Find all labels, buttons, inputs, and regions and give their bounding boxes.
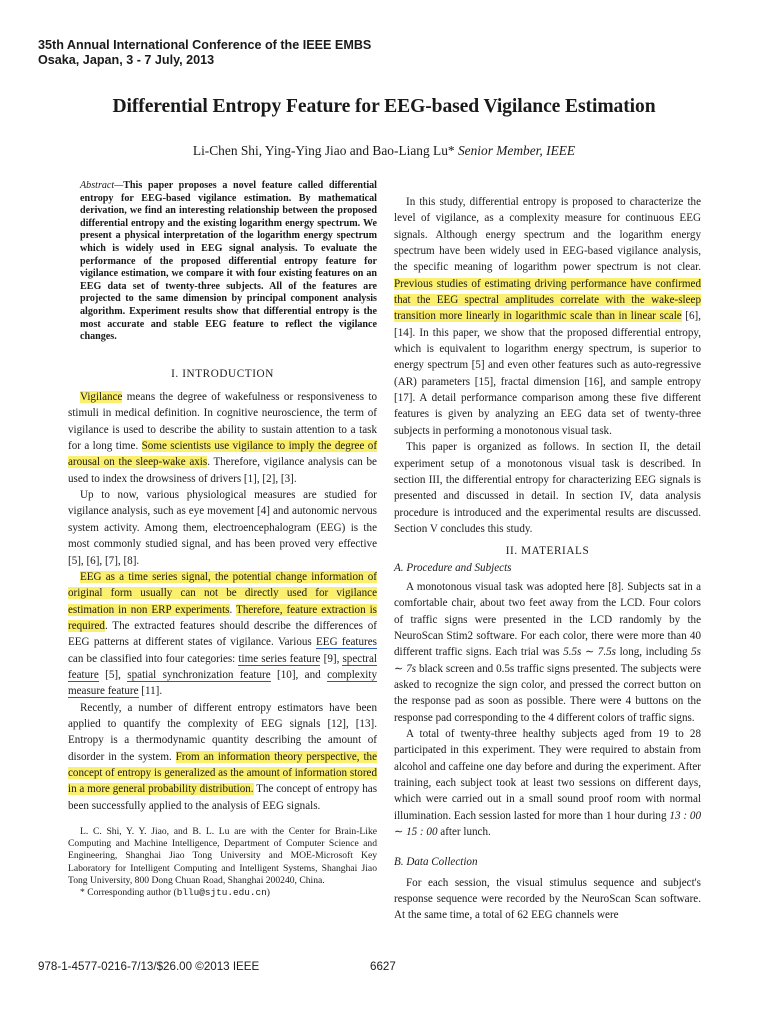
- underlined-term: spatial synchronization feature: [127, 668, 271, 681]
- author-names: Li-Chen Shi, Ying-Ying Jiao and Bao-Liang Lu*: [192, 143, 455, 158]
- procedure-paragraph: [394, 579, 701, 726]
- subsection-heading-data-collection: B. Data Collection: [394, 856, 478, 869]
- text: after lunch.: [437, 826, 491, 839]
- abstract-text: This paper proposes a novel feature called differential entropy for EEG-based vigilance estimation. By mathematical derivation, we find an interesting relationship between the proposed differential entropy and the existing logarithm energy spectrum. We present a physical interpretation of the logarithm energy spectrum which is widely used in EEG signal analysis. To evaluate the performance of the proposed differential entropy feature for vigilance estimation, we compare it with four existing features on an EEG data set of twenty-three subjects. All of the features are projected to the same dimension by principal component analysis algorithm. Experiment results show that differential entropy is the most accurate and stable EEG feature to reflect the vigilance changes.: [80, 180, 377, 343]
- highlight: Some scientists use vigilance to imply the degree of arousal on the sleep-wake axis: [68, 440, 378, 469]
- text: [10], and: [270, 668, 328, 681]
- isbn-copyright: 978-1-4577-0216-7/13/$26.00 ©2013 IEEE: [38, 960, 260, 973]
- conference-name: 35th Annual International Conference of the IEEE EMBS: [38, 38, 372, 52]
- highlight: Previous studies of estimating driving performance have confirmed that the EEG spectral amplitudes correlate with the wake-sleep transition more linearly in logarithmic scale than in linear scale: [394, 277, 701, 323]
- text: In this study, differential entropy is proposed to characterize the level of vigilance, as a complexity measure for continuous EEG signals. Although energy spectrum and the logarithm energy spectrum have been widely used in EEG-based vigilance analysis, the specific meaning of logarithm power spectrum is not clear.: [394, 196, 701, 274]
- email-address: bllu@sjtu.edu.cn: [176, 887, 267, 899]
- text: A monotonous visual task was adopted here [8]. Subjects sat in a comfortable chair, about two feet away from the LCD. Four colors of traffic signs were presented in the LCD randomly by the NeuroScan Stim2 software. For each color, there were more than 40 different traffic signs. Each trial was: [394, 580, 701, 659]
- right-column: [394, 194, 701, 924]
- text: can be classified into four categories:: [68, 652, 239, 665]
- intro-paragraph-2: Up to now, various physiological measures are studied for vigilance analysis, such as eye movement [4] and autonomic nervous system activity. Among them, electroencephalogram (EEG) is the most commonly studied signal, and has been proved very effective [5], [6], [7], [8].: [68, 489, 377, 567]
- text: [5],: [98, 668, 128, 681]
- abstract-label: Abstract—: [80, 180, 124, 191]
- data-collection-paragraph: For each session, the visual stimulus sequence and subject's response sequence were recorded by the NeuroScan Scan software. At the same time, a total of 62 EEG channels were: [394, 876, 701, 922]
- intro-paragraph-4: [68, 700, 377, 814]
- conference-location: Osaka, Japan, 3 - 7 July, 2013: [38, 53, 215, 67]
- highlight: EEG as a time series signal, the potential change information of original form usually can not be directly used for vigilance estimation in non ERP experiments: [68, 570, 377, 616]
- author-line: [0, 143, 768, 159]
- underlined-term: complexity measure feature: [68, 668, 377, 698]
- text: [11].: [138, 685, 163, 698]
- math-expression: 5s ∼ 7s: [394, 646, 701, 675]
- highlight: Vigilance: [80, 391, 123, 404]
- corresponding-author: [68, 887, 377, 899]
- intro-paragraph-3: [68, 569, 377, 700]
- text: black screen and 0.5s traffic signs presented. The subjects were asked to recognize the sign color, and pressed the correct button on the response pad as soon as possible. There were 4 buttons on the response pad corresponding to the 4 different colors of traffic signs.: [394, 662, 702, 724]
- paper-title: Differential Entropy Feature for EEG-based Vigilance Estimation: [112, 96, 656, 117]
- subsection-heading-procedure: A. Procedure and Subjects: [394, 561, 512, 574]
- spacer: [68, 814, 377, 826]
- text: ): [266, 887, 270, 899]
- highlight: Therefore, feature extraction is required: [68, 603, 377, 632]
- text: .: [229, 603, 237, 616]
- section-heading-introduction: I. INTRODUCTION: [171, 367, 274, 380]
- right-paragraph-2: This paper is organized as follows. In section II, the detail experiment setup of a monotonous visual task is described. In section III, the differential entropy for characterizing EEG signals is presented and discussed in detail. In section IV, data analysis procedure is introduced and the experimental results are discussed. Section V concludes this study.: [394, 441, 701, 535]
- intro-paragraph-1: [68, 389, 377, 487]
- text: . The extracted features should describe the differences of EEG patterns at different states of vigilance. Various: [68, 619, 377, 649]
- text: A total of twenty-three healthy subjects aged from 19 to 28 participated in this experiment. They were required to abstain from alcohol and caffeine one day before and during the experiment. After training, each subject took at least two sessions on different days, which were carried out in a small sound proof room with normal illumination. Each session lasted for more than 1 hour during: [394, 728, 701, 822]
- text: means the degree of wakefulness or responsiveness to stimuli in medical definition. In cognitive neuroscience, the term of vigilance is used to describe the ability to sustain attention to a task for a long time.: [68, 391, 377, 453]
- left-column: [68, 180, 377, 899]
- text: [9],: [320, 652, 343, 665]
- text: Recently, a number of different entropy estimators have been applied to quantify the complexity of EEG signals [12], [13]. Entropy is a thermodynamic quantity describing the amount of disorder in the system.: [68, 701, 377, 763]
- abstract: [80, 180, 377, 344]
- author-role: Senior Member, IEEE: [457, 143, 576, 158]
- math-expression: 5.5s ∼ 7.5s: [563, 646, 616, 659]
- highlight: From an information theory perspective, the concept of entropy is generalized as the amount of information stored in a more general probability distribution.: [68, 750, 377, 796]
- underlined-term: time series feature: [238, 652, 321, 665]
- page-number: 6627: [370, 960, 396, 973]
- text: . Therefore, vigilance analysis can be used to index the drowsiness of drivers [1], [2], [3].: [68, 456, 377, 485]
- text: * Corresponding author (: [80, 887, 177, 899]
- subjects-paragraph: [394, 726, 701, 840]
- section-heading-materials: II. MATERIALS: [505, 545, 590, 558]
- right-paragraph-1: [394, 194, 701, 439]
- affiliation-footnote: L. C. Shi, Y. Y. Jiao, and B. L. Lu are with the Center for Brain-Like Computing and Machine Intelligence, Department of Computer Science and Engineering, Shanghai Jiao Tong University and MOE-Microsoft Key Laboratory for Intelligent Computing and Intelligent Systems, Shanghai Jiao Tong University, 800 Dong Chuan Road, Shanghai 200240, China.: [68, 826, 377, 886]
- underlined-term: spectral feature: [68, 652, 377, 681]
- text: The concept of entropy has been successfully applied to the analysis of EEG signals.: [68, 783, 378, 812]
- conference-header: [38, 38, 371, 68]
- text: [6], [14]. In this paper, we show that the proposed differential entropy, which is equivalent to logarithm energy spectrum, is superior to energy spectrum [5] and even other features such as auto-regressive (AR) parameters [15], fractal dimension [16], and sample entropy [17]. A detail performance comparison among these five different features is given by analyzing an EEG data set of twenty-three subjects in performing a monotonous visual task.: [394, 310, 702, 437]
- underlined-term: EEG features: [316, 636, 377, 649]
- math-expression: 13 : 00 ∼ 15 : 00: [394, 809, 701, 839]
- text: long, including: [616, 646, 692, 659]
